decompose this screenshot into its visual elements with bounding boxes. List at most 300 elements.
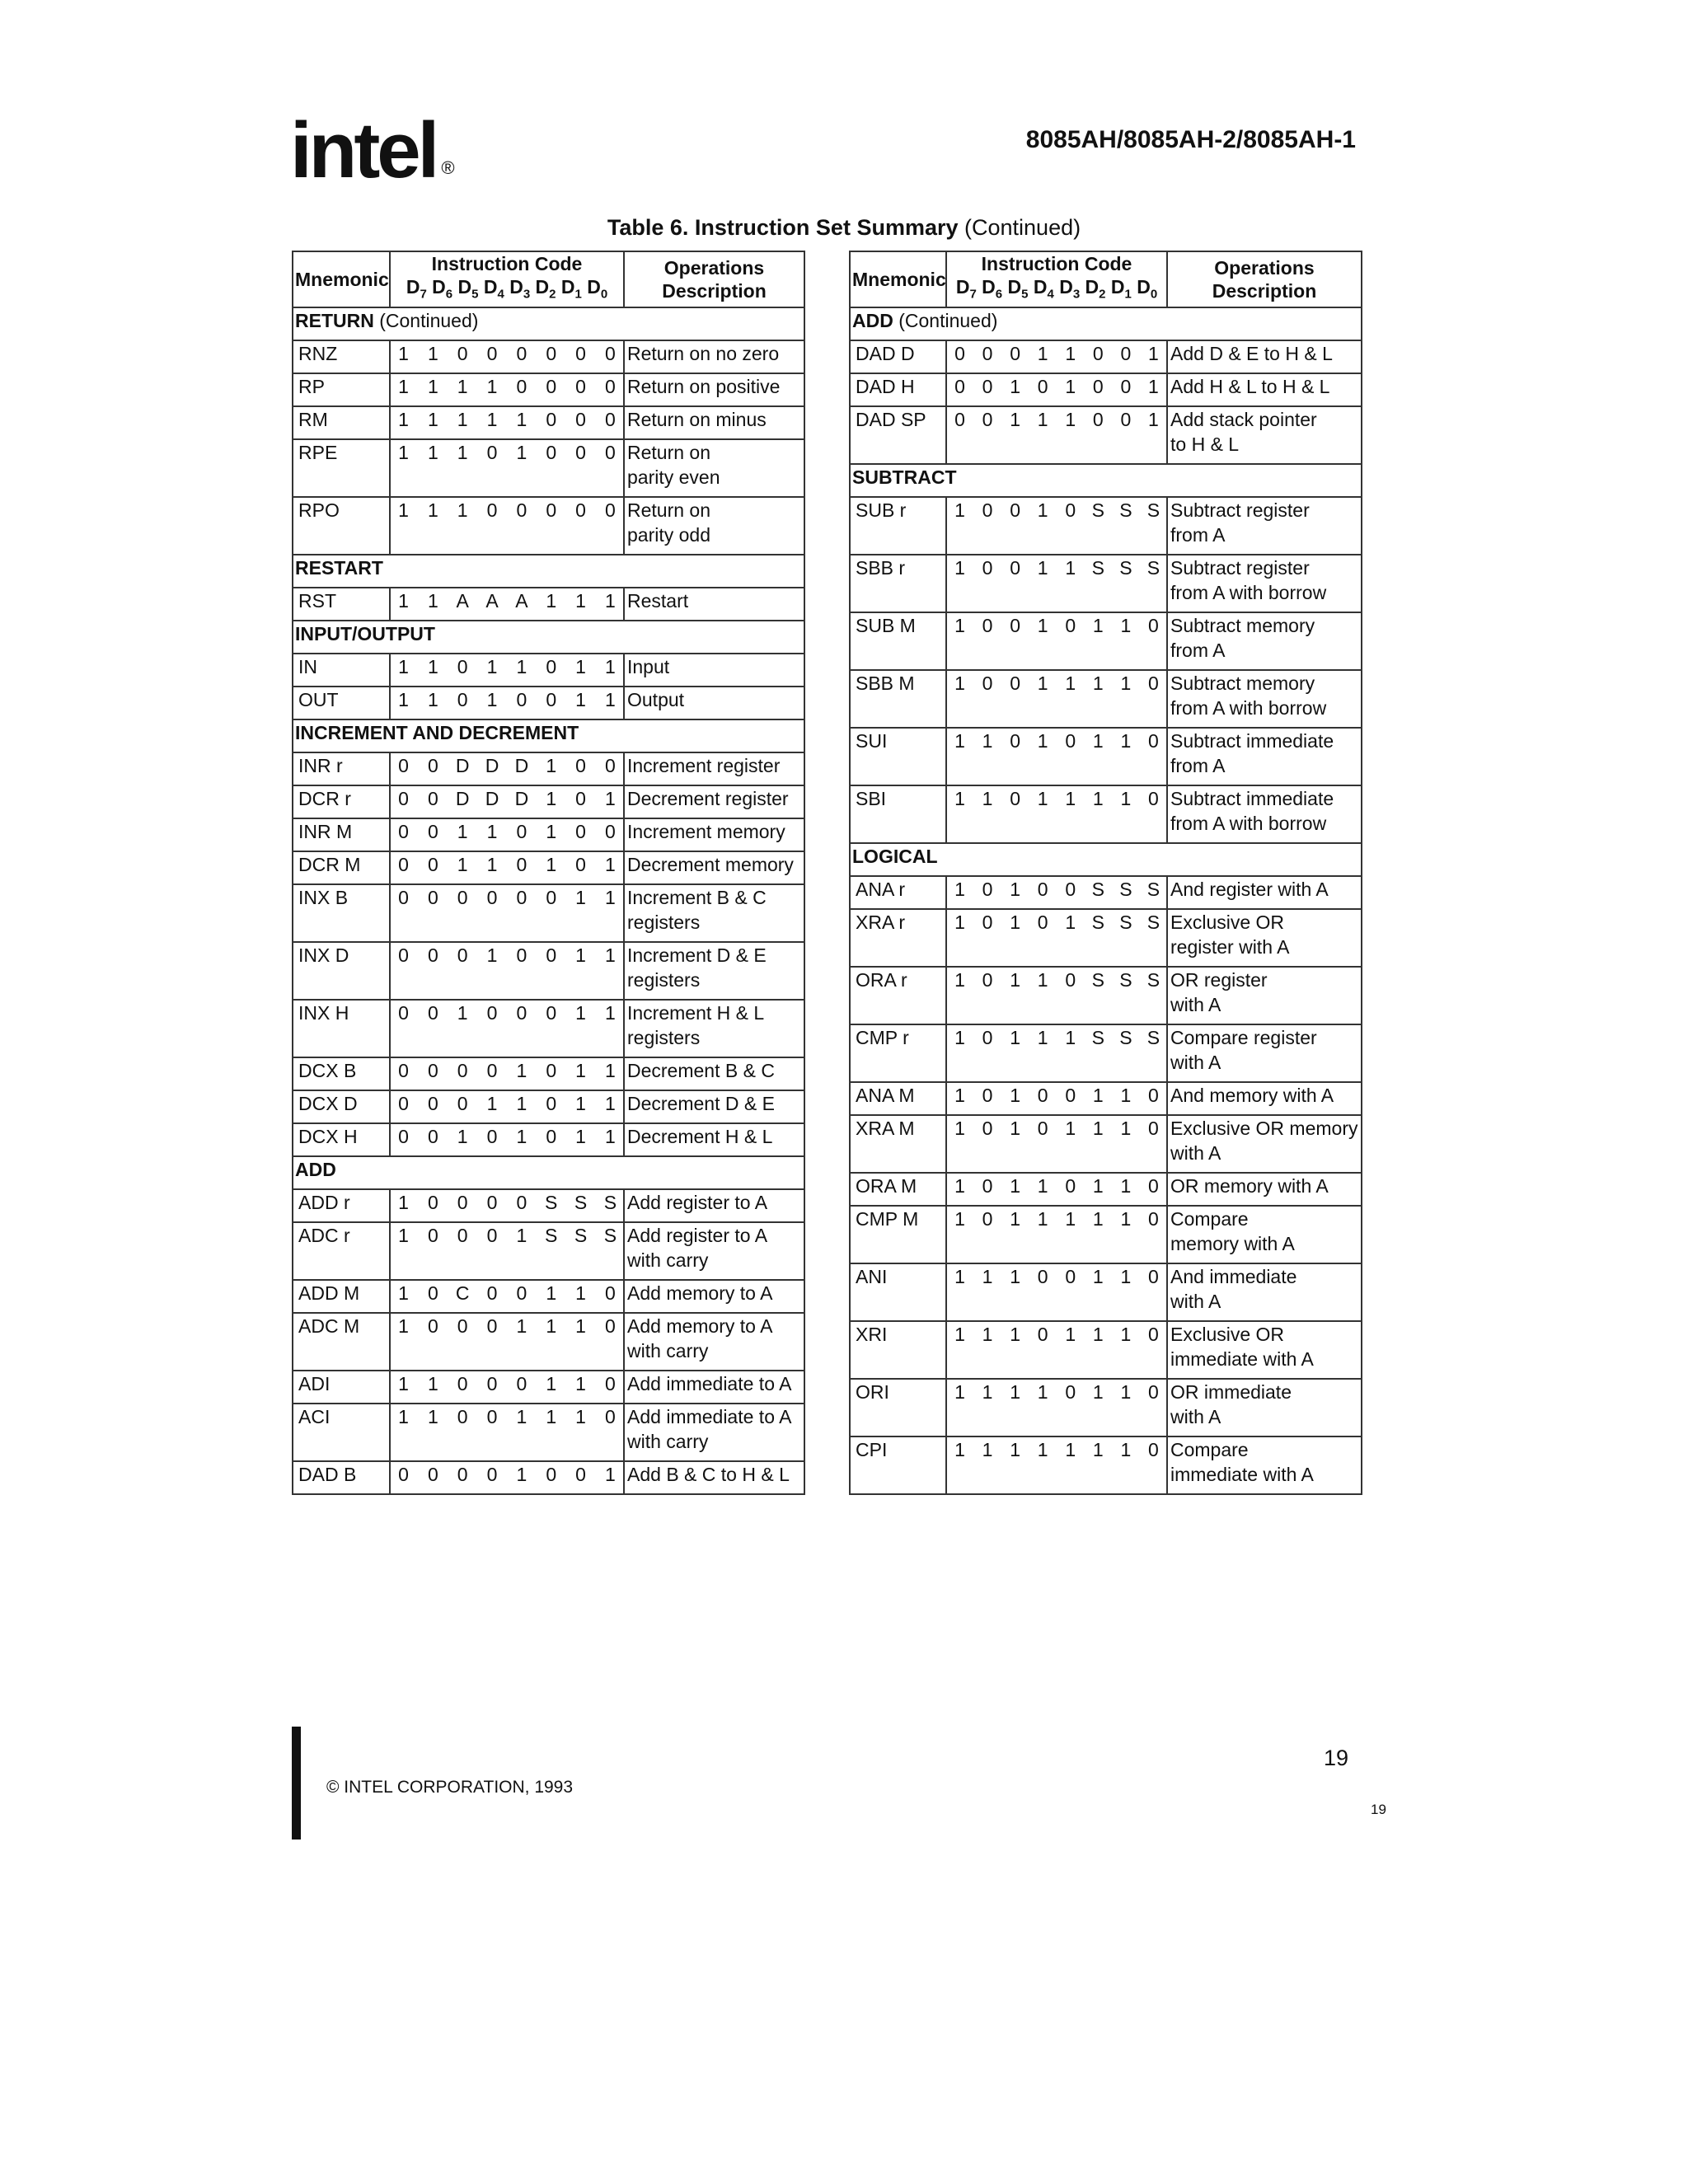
section-continued: (Continued) xyxy=(379,310,479,331)
bit-d5: 0 xyxy=(457,656,468,677)
instruction-code-cell xyxy=(946,1379,1167,1436)
bit-d1: 0 xyxy=(1120,409,1132,430)
bit-pattern xyxy=(394,1190,620,1215)
description-cell: Add memory to A with carry xyxy=(624,1313,804,1371)
description-cell: Add B & C to H & L xyxy=(624,1461,804,1494)
bit-d3: 1 xyxy=(1065,409,1076,430)
instruction-code-cell xyxy=(946,670,1167,728)
instruction-code-cell xyxy=(390,497,624,555)
section-row xyxy=(293,1156,804,1189)
bit-d6: 0 xyxy=(427,1192,438,1213)
bit-d1: 1 xyxy=(575,1060,586,1081)
bit-d1: 1 xyxy=(1120,1324,1132,1345)
mnemonic-cell: DCR M xyxy=(293,851,390,884)
bit-d6: 0 xyxy=(982,499,993,521)
section-row xyxy=(293,621,804,654)
instruction-code-cell xyxy=(390,406,624,439)
bit-pattern xyxy=(394,1124,620,1149)
bit-d3: 0 xyxy=(516,499,528,521)
bit-d6: 0 xyxy=(982,1175,993,1197)
bit-d0: 1 xyxy=(1148,376,1159,397)
bit-d0: 1 xyxy=(605,944,616,966)
bit-d3: D xyxy=(514,755,529,776)
bit-d6: 1 xyxy=(982,1439,993,1460)
bit-d2: S xyxy=(1091,499,1104,521)
mnemonic-cell: CMP M xyxy=(850,1206,946,1263)
description-cell: Decrement D & E xyxy=(624,1090,804,1123)
bit-d3: 0 xyxy=(1065,1175,1076,1197)
description-cell: Compare register with A xyxy=(1167,1024,1362,1082)
section-heading xyxy=(293,1156,804,1189)
instruction-code-cell xyxy=(390,1090,624,1123)
bit-d6: 0 xyxy=(427,1225,438,1246)
bit-d1: 1 xyxy=(1120,730,1132,752)
bit-d2: 0 xyxy=(1092,409,1104,430)
bit-d4: 1 xyxy=(1037,1439,1048,1460)
bit-d0: 0 xyxy=(1148,1118,1159,1139)
instruction-code-cell xyxy=(946,1115,1167,1173)
bit-pattern xyxy=(394,1371,620,1396)
bit-d2: S xyxy=(1091,879,1104,900)
instruction-code-cell xyxy=(946,728,1167,785)
bit-d4: 0 xyxy=(486,442,498,463)
bit-d7: 1 xyxy=(954,1118,965,1139)
description-cell: Increment B & C registers xyxy=(624,884,804,942)
bit-d7: 1 xyxy=(398,1406,409,1427)
instruction-code-cell xyxy=(390,1222,624,1280)
bit-d4: 0 xyxy=(486,343,498,364)
description-cell: Subtract immediate from A with borrow xyxy=(1167,785,1362,843)
bit-d2: 1 xyxy=(546,590,557,612)
description-cell: Exclusive OR register with A xyxy=(1167,909,1362,967)
mnemonic-cell: SBB r xyxy=(850,555,946,612)
bit-pattern xyxy=(394,753,620,778)
bit-d3: 1 xyxy=(516,656,528,677)
bit-d4: 1 xyxy=(486,854,498,875)
bit-d4: 0 xyxy=(486,1464,498,1485)
bit-d1: S xyxy=(574,1192,588,1213)
bit-d4: 1 xyxy=(1037,1381,1048,1403)
bit-d2: S xyxy=(1091,969,1104,991)
description-cell: Add immediate to A with carry xyxy=(624,1404,804,1461)
instruction-row xyxy=(850,555,1362,612)
bit-d0: 0 xyxy=(605,1282,616,1304)
bit-d5: 0 xyxy=(457,1093,468,1114)
instruction-row xyxy=(293,1404,804,1461)
bit-pattern xyxy=(950,877,1163,902)
bit-pattern xyxy=(394,1281,620,1305)
bit-d2: 0 xyxy=(546,1002,557,1024)
instruction-code-cell xyxy=(946,497,1167,555)
bit-d3: 0 xyxy=(1065,879,1076,900)
bit-d4: 1 xyxy=(486,1093,498,1114)
bit-d5: 1 xyxy=(1010,409,1021,430)
mnemonic-cell: DCR r xyxy=(293,785,390,818)
mnemonic-cell: RM xyxy=(293,406,390,439)
bit-d7: 1 xyxy=(954,1208,965,1230)
instruction-row xyxy=(850,728,1362,785)
bit-d5: 0 xyxy=(457,1464,468,1485)
bit-d6: 1 xyxy=(982,788,993,809)
bit-d5: C xyxy=(455,1282,470,1304)
mnemonic-cell: CMP r xyxy=(850,1024,946,1082)
section-heading xyxy=(850,843,1362,876)
instruction-row xyxy=(293,1222,804,1280)
mnemonic-cell: SBB M xyxy=(850,670,946,728)
caption-continued: (Continued) xyxy=(964,215,1081,240)
bit-d4: 1 xyxy=(486,656,498,677)
section-row xyxy=(293,307,804,340)
bit-d5: 1 xyxy=(1010,1085,1021,1106)
description-cell: Subtract memory from A xyxy=(1167,612,1362,670)
instruction-row xyxy=(293,588,804,621)
bit-d1: 0 xyxy=(575,409,586,430)
bit-d1: 0 xyxy=(575,821,586,842)
header-instruction-code xyxy=(390,251,624,307)
bit-d4: 0 xyxy=(1037,1324,1048,1345)
bit-d2: 1 xyxy=(1092,1324,1104,1345)
bit-d6: 0 xyxy=(982,1118,993,1139)
description-cell: Return on positive xyxy=(624,373,804,406)
page-number-small: 19 xyxy=(1371,1802,1386,1817)
mnemonic-cell: INX H xyxy=(293,1000,390,1057)
bit-d6: 1 xyxy=(427,1406,438,1427)
mnemonic-cell: ORA r xyxy=(850,967,946,1024)
bit-d2: 1 xyxy=(546,755,557,776)
bit-d3: 1 xyxy=(1065,788,1076,809)
instruction-row xyxy=(293,654,804,687)
bit-d6: 0 xyxy=(427,887,438,908)
bit-d0: S xyxy=(1146,969,1160,991)
bit-d3: 1 xyxy=(516,1060,528,1081)
bit-d5: 1 xyxy=(457,442,468,463)
mnemonic-cell: ADD r xyxy=(293,1189,390,1222)
instruction-row xyxy=(293,439,804,497)
bit-d7: 0 xyxy=(398,854,409,875)
mnemonic-cell: CPI xyxy=(850,1436,946,1494)
bit-d1: 1 xyxy=(1120,615,1132,636)
bit-d6: 1 xyxy=(982,1266,993,1287)
bit-d7: 1 xyxy=(954,557,965,579)
mnemonic-cell: RP xyxy=(293,373,390,406)
bit-d0: 0 xyxy=(1148,730,1159,752)
bit-d2: 0 xyxy=(546,1126,557,1147)
section-title: ADD xyxy=(852,310,893,331)
description-cell: Decrement register xyxy=(624,785,804,818)
bit-d5: 0 xyxy=(457,1060,468,1081)
bit-d1: 1 xyxy=(1120,1381,1132,1403)
bit-d3: 1 xyxy=(516,1464,528,1485)
bit-d1: 1 xyxy=(1120,1085,1132,1106)
right-table-body xyxy=(850,307,1362,1494)
instruction-row xyxy=(293,942,804,1000)
bit-d4: 1 xyxy=(1037,1175,1048,1197)
description-cell: Return on parity even xyxy=(624,439,804,497)
bit-d7: 0 xyxy=(954,409,965,430)
description-cell: Return on parity odd xyxy=(624,497,804,555)
bit-d2: 1 xyxy=(1092,788,1104,809)
bit-d1: S xyxy=(574,1225,588,1246)
header-bit-labels: $D_7$ $D_6$ $D_5$ $D_4$ $D_3$ $D_2$ $D_1$ $D_0$ xyxy=(955,276,1158,302)
bit-d0: S xyxy=(1146,879,1160,900)
instruction-row xyxy=(293,373,804,406)
mnemonic-cell: DAD SP xyxy=(850,406,946,464)
instruction-code-cell xyxy=(390,1123,624,1156)
bit-d5: 1 xyxy=(457,376,468,397)
bit-d3: 0 xyxy=(516,887,528,908)
instruction-code-cell xyxy=(390,588,624,621)
bit-pattern xyxy=(394,1404,620,1429)
mnemonic-cell: SUI xyxy=(850,728,946,785)
instruction-code-cell xyxy=(946,340,1167,373)
bit-d3: 1 xyxy=(1065,673,1076,694)
bit-d1: 0 xyxy=(575,499,586,521)
bit-pattern xyxy=(950,1437,1163,1462)
bit-d2: 0 xyxy=(546,409,557,430)
bit-d3: 0 xyxy=(1065,1085,1076,1106)
bit-d3: 1 xyxy=(516,1126,528,1147)
bit-d0: 1 xyxy=(605,656,616,677)
instruction-row xyxy=(850,1173,1362,1206)
bit-d2: 0 xyxy=(546,887,557,908)
bit-d4: 0 xyxy=(1037,1118,1048,1139)
bit-d0: 1 xyxy=(1148,343,1159,364)
header-instruction-code xyxy=(946,251,1167,307)
mnemonic-cell: DAD B xyxy=(293,1461,390,1494)
bit-d3: 1 xyxy=(516,1406,528,1427)
bit-d0: S xyxy=(603,1225,617,1246)
logo-registered-mark: ® xyxy=(441,157,455,178)
bit-d1: 1 xyxy=(1120,1175,1132,1197)
bit-d7: 0 xyxy=(398,1002,409,1024)
bit-d5: 0 xyxy=(457,689,468,710)
instruction-code-cell xyxy=(946,1173,1167,1206)
bit-pattern xyxy=(394,374,620,399)
section-title: INCREMENT AND DECREMENT xyxy=(295,722,579,743)
bit-d6: 1 xyxy=(427,343,438,364)
bit-d1: 0 xyxy=(575,755,586,776)
caption-title: Table 6. Instruction Set Summary xyxy=(607,215,959,240)
bit-d1: 1 xyxy=(575,1315,586,1337)
bit-pattern xyxy=(394,1462,620,1487)
bit-d6: 0 xyxy=(427,755,438,776)
bit-d7: 1 xyxy=(954,615,965,636)
mnemonic-cell: IN xyxy=(293,654,390,687)
instruction-row xyxy=(850,1115,1362,1173)
bit-d5: 0 xyxy=(1010,788,1021,809)
bit-d2: 1 xyxy=(546,854,557,875)
bit-pattern xyxy=(394,654,620,679)
description-cell: Decrement memory xyxy=(624,851,804,884)
bit-d2: S xyxy=(1091,912,1104,933)
bit-pattern xyxy=(394,1314,620,1338)
bit-d7: 1 xyxy=(954,1175,965,1197)
bit-d6: 0 xyxy=(982,912,993,933)
bit-d0: 1 xyxy=(605,788,616,809)
bit-d5: 0 xyxy=(457,944,468,966)
bit-pattern xyxy=(394,440,620,465)
bit-d5: 0 xyxy=(1010,673,1021,694)
mnemonic-cell: DAD D xyxy=(850,340,946,373)
bit-d5: 0 xyxy=(457,887,468,908)
section-heading xyxy=(850,307,1362,340)
bit-d1: 0 xyxy=(575,376,586,397)
bit-pattern xyxy=(394,1058,620,1083)
bit-d2: 0 xyxy=(546,656,557,677)
left-table-body xyxy=(293,307,804,1494)
bit-d5: 1 xyxy=(1010,1208,1021,1230)
bit-d6: 0 xyxy=(982,969,993,991)
bit-d4: D xyxy=(485,788,499,809)
bit-d2: 1 xyxy=(546,788,557,809)
bit-d7: 1 xyxy=(954,969,965,991)
bit-d6: 1 xyxy=(427,656,438,677)
bit-d6: 1 xyxy=(427,590,438,612)
bit-pattern xyxy=(950,671,1163,696)
bit-d2: 1 xyxy=(1092,1085,1104,1106)
description-cell: OR register with A xyxy=(1167,967,1362,1024)
bit-d7: 0 xyxy=(398,887,409,908)
bit-d1: 1 xyxy=(575,1002,586,1024)
bit-d7: 1 xyxy=(398,689,409,710)
bit-pattern xyxy=(950,498,1163,523)
bit-d3: 1 xyxy=(1065,912,1076,933)
bit-d4: 1 xyxy=(1037,557,1048,579)
description-cell: Increment D & E registers xyxy=(624,942,804,1000)
description-cell: Compare immediate with A xyxy=(1167,1436,1362,1494)
instruction-row xyxy=(293,1090,804,1123)
bit-d1: 0 xyxy=(575,442,586,463)
instruction-code-cell xyxy=(390,942,624,1000)
bit-d2: 1 xyxy=(546,1282,557,1304)
bit-d2: 0 xyxy=(546,499,557,521)
bit-d6: 1 xyxy=(982,1381,993,1403)
instruction-code-cell xyxy=(946,555,1167,612)
mnemonic-cell: ORA M xyxy=(850,1173,946,1206)
bit-d3: 0 xyxy=(516,343,528,364)
mnemonic-cell: XRA r xyxy=(850,909,946,967)
bit-d5: 0 xyxy=(457,1225,468,1246)
bit-d6: 0 xyxy=(427,1126,438,1147)
bit-d5: 1 xyxy=(1010,1324,1021,1345)
mnemonic-cell: INR M xyxy=(293,818,390,851)
instruction-table-left xyxy=(292,251,805,1495)
description-cell: Subtract register from A xyxy=(1167,497,1362,555)
instruction-code-cell xyxy=(946,1321,1167,1379)
instruction-row xyxy=(293,687,804,719)
section-heading xyxy=(293,555,804,588)
bit-d3: D xyxy=(514,788,529,809)
instruction-row xyxy=(850,1379,1362,1436)
description-cell: Increment register xyxy=(624,752,804,785)
instruction-code-cell xyxy=(946,1436,1167,1494)
instruction-code-cell xyxy=(390,340,624,373)
bit-d6: 0 xyxy=(427,1315,438,1337)
section-title: ADD xyxy=(295,1159,336,1180)
bit-d0: 1 xyxy=(605,1002,616,1024)
description-cell: Compare memory with A xyxy=(1167,1206,1362,1263)
description-cell: OR memory with A xyxy=(1167,1173,1362,1206)
bit-d1: 0 xyxy=(1120,376,1132,397)
bit-pattern xyxy=(394,498,620,523)
description-cell: Output xyxy=(624,687,804,719)
section-title: SUBTRACT xyxy=(852,466,957,488)
bit-d5: 1 xyxy=(457,1002,468,1024)
bit-d3: 0 xyxy=(516,1002,528,1024)
copyright-notice: © INTEL CORPORATION, 1993 xyxy=(326,1778,574,1797)
bit-d4: A xyxy=(485,590,499,612)
mnemonic-cell: SUB r xyxy=(850,497,946,555)
bit-d7: 1 xyxy=(954,1085,965,1106)
instruction-code-cell xyxy=(390,1371,624,1404)
bit-d0: 1 xyxy=(605,689,616,710)
bit-d1: 1 xyxy=(575,887,586,908)
description-cell: Decrement H & L xyxy=(624,1123,804,1156)
instruction-row xyxy=(850,967,1362,1024)
bit-d2: 1 xyxy=(1092,730,1104,752)
bit-pattern xyxy=(394,341,620,366)
bit-d5: 1 xyxy=(1010,1175,1021,1197)
instruction-code-cell xyxy=(390,1313,624,1371)
instruction-row xyxy=(850,1206,1362,1263)
bit-d2: 0 xyxy=(1092,376,1104,397)
bit-d2: 1 xyxy=(1092,1266,1104,1287)
instruction-row xyxy=(850,373,1362,406)
bit-d5: 1 xyxy=(457,854,468,875)
instruction-row xyxy=(293,1280,804,1313)
instruction-row xyxy=(293,1189,804,1222)
mnemonic-cell: RST xyxy=(293,588,390,621)
bit-d2: S xyxy=(545,1192,558,1213)
bit-d0: 0 xyxy=(1148,1208,1159,1230)
bit-pattern xyxy=(950,1083,1163,1108)
section-continued: (Continued) xyxy=(898,310,998,331)
instruction-code-cell xyxy=(390,818,624,851)
description-cell: Input xyxy=(624,654,804,687)
bit-d4: 1 xyxy=(1037,1027,1048,1048)
instruction-code-cell xyxy=(946,406,1167,464)
bit-d1: 0 xyxy=(575,1464,586,1485)
bit-d7: 0 xyxy=(398,1060,409,1081)
bit-d2: 1 xyxy=(546,1373,557,1394)
bit-d2: 1 xyxy=(1092,1381,1104,1403)
bit-d7: 1 xyxy=(398,590,409,612)
bit-d1: 1 xyxy=(1120,1439,1132,1460)
bit-d3: 0 xyxy=(1065,615,1076,636)
table-header-row xyxy=(293,251,804,307)
section-title: RETURN xyxy=(295,310,374,331)
bit-d4: 0 xyxy=(1037,376,1048,397)
bit-d4: 1 xyxy=(1037,343,1048,364)
bit-d3: 0 xyxy=(516,1373,528,1394)
bit-d2: 1 xyxy=(546,1406,557,1427)
description-cell: Subtract immediate from A xyxy=(1167,728,1362,785)
bit-d5: 0 xyxy=(1010,615,1021,636)
bit-d6: 0 xyxy=(982,1085,993,1106)
bit-pattern xyxy=(950,374,1163,399)
mnemonic-cell: INX D xyxy=(293,942,390,1000)
description-cell: Return on no zero xyxy=(624,340,804,373)
instruction-code-cell xyxy=(390,687,624,719)
bit-pattern xyxy=(394,852,620,877)
instruction-code-cell xyxy=(390,752,624,785)
bit-d0: 1 xyxy=(1148,409,1159,430)
bit-d7: 1 xyxy=(398,409,409,430)
bit-d2: 1 xyxy=(1092,1208,1104,1230)
header-description-label: Description xyxy=(662,280,767,302)
bit-d0: 1 xyxy=(605,1093,616,1114)
bit-d4: 1 xyxy=(1037,499,1048,521)
